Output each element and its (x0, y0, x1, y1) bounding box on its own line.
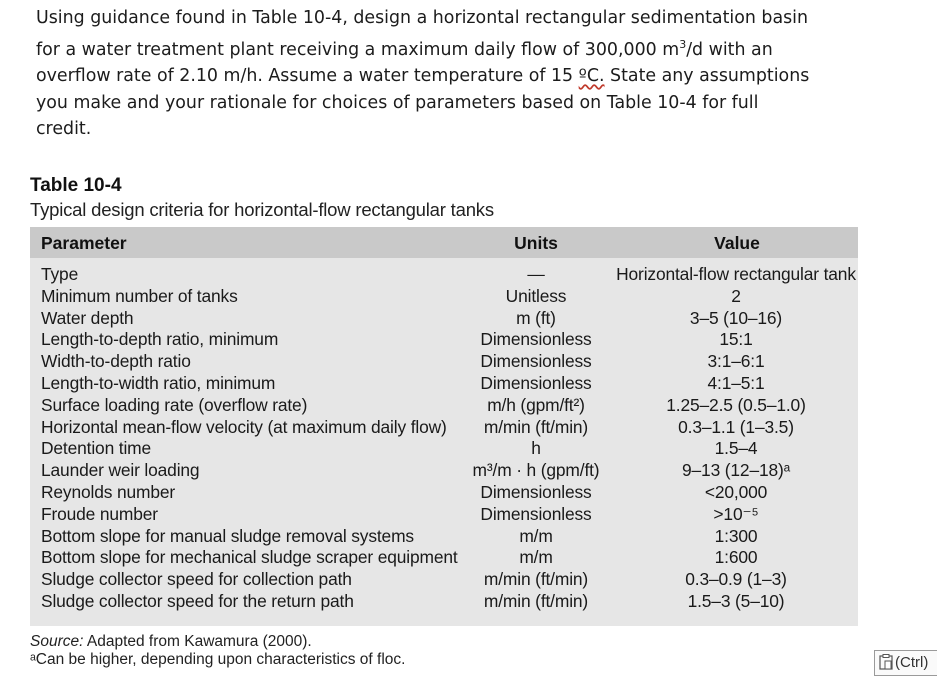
cell-units: Dimensionless (480, 329, 592, 350)
problem-line-4: you make and your rationale for choices of parameters based on Table 10-4 for full (36, 92, 759, 113)
paste-options-button[interactable] (874, 650, 937, 676)
cell-units: Dimensionless (480, 372, 592, 393)
cell-units: m/h (gpm/ft²) (487, 394, 585, 415)
cell-parameter: Length-to-width ratio, minimum (41, 372, 276, 393)
cell-units: m/min (ft/min) (483, 569, 589, 590)
header-value: Value (714, 233, 760, 253)
table-row (30, 569, 858, 591)
cell-parameter: Horizontal mean-flow velocity (at maximum daily flow) (41, 416, 447, 437)
cell-value: 9–13 (12–18)ᵃ (682, 460, 790, 481)
problem-statement (36, 5, 836, 143)
problem-line-3-text: overflow rate of 2.10 m/h. Assume a water temperature of 15 (36, 65, 579, 86)
problem-line-2 (36, 32, 836, 63)
cell-parameter: Bottom slope for mechanical sludge scraper equipment (41, 547, 458, 568)
cell-parameter: Launder weir loading (41, 460, 200, 481)
header-units: Units (514, 233, 558, 253)
cell-value: 0.3–1.1 (1–3.5) (678, 416, 794, 437)
table-row (30, 547, 858, 569)
table-row (30, 308, 858, 330)
header-parameter: Parameter (41, 233, 127, 253)
cell-parameter: Reynolds number (41, 481, 176, 502)
table-row (30, 526, 858, 548)
cell-parameter: Sludge collector speed for collection path (41, 569, 352, 590)
cell-units: Dimensionless (480, 481, 592, 502)
cubic-superscript: 3 (679, 37, 687, 51)
cell-parameter: Detention time (41, 438, 152, 459)
cell-parameter: Length-to-depth ratio, minimum (41, 329, 279, 350)
table-header (30, 227, 858, 258)
cell-units: m/m (519, 547, 553, 568)
problem-line-1: Using guidance found in Table 10-4, design a horizontal rectangular sedimentation basin (36, 8, 809, 28)
table-row (30, 264, 858, 286)
cell-units: m³/m · h (gpm/ft) (472, 460, 600, 481)
table-caption: Typical design criteria for horizontal-flow rectangular tanks (30, 199, 494, 220)
problem-line-3-end: State any assumptions (604, 65, 810, 86)
cell-value: 4:1–5:1 (707, 372, 765, 393)
cell-parameter: Bottom slope for manual sludge removal systems (41, 525, 414, 546)
table-row (30, 417, 858, 439)
table-notes (30, 633, 405, 669)
cell-value: 0.3–0.9 (1–3) (685, 569, 787, 590)
cell-value: 1.25–2.5 (0.5–1.0) (666, 394, 806, 415)
cell-value: 1:600 (714, 547, 758, 568)
table-row (30, 438, 858, 460)
footnote (30, 651, 405, 669)
cell-value: 1.5–4 (714, 438, 758, 459)
cell-parameter: Width-to-depth ratio (41, 351, 191, 372)
cell-units: m/min (ft/min) (483, 416, 589, 437)
clipboard-icon (879, 654, 893, 670)
cell-value: Horizontal-flow rectangular tank (616, 264, 856, 284)
cell-parameter: Water depth (41, 307, 134, 328)
table-row (30, 460, 858, 482)
table-title: Table 10-4 (30, 175, 122, 196)
cell-units: m/min (ft/min) (483, 590, 589, 611)
cell-units: Dimensionless (480, 351, 592, 372)
footnote-mark: ᵃ (30, 651, 36, 668)
cell-units: m (ft) (516, 307, 556, 328)
cell-units: — (527, 264, 545, 284)
table-row (30, 351, 858, 373)
cell-parameter: Minimum number of tanks (41, 285, 238, 306)
cell-value: 15:1 (719, 329, 753, 350)
cell-value: 1:300 (714, 525, 758, 546)
cell-value: 3:1–6:1 (707, 351, 765, 372)
table-row (30, 591, 858, 613)
problem-line-5: credit. (36, 119, 92, 140)
source-label: Source: (30, 633, 84, 650)
cell-units: h (531, 438, 541, 459)
table-row (30, 395, 858, 417)
source-note (30, 633, 405, 651)
cell-value: <20,000 (704, 481, 768, 502)
cell-parameter: Sludge collector speed for the return path (41, 590, 354, 611)
cell-parameter: Froude number (41, 503, 158, 524)
table-row (30, 373, 858, 395)
table-body (30, 264, 858, 613)
cell-value: 1.5–3 (5–10) (687, 590, 785, 611)
cell-units: Dimensionless (480, 503, 592, 524)
table-row (30, 482, 858, 504)
problem-line-2-end: /d with an (686, 39, 773, 60)
table-row (30, 504, 858, 526)
problem-line-3 (36, 63, 836, 90)
table-row (30, 286, 858, 308)
design-criteria-table (30, 227, 858, 626)
problem-line-2-text: for a water treatment plant receiving a maximum daily flow of 300,000 m (36, 39, 680, 60)
source-text: Adapted from Kawamura (2000). (83, 633, 312, 650)
cell-parameter: Surface loading rate (overflow rate) (41, 394, 308, 415)
cell-units: m/m (519, 525, 553, 546)
cell-value: 3–5 (10–16) (689, 307, 783, 328)
cell-value: 2 (731, 285, 741, 306)
temperature-unit: ºC. (578, 65, 605, 86)
paste-options-label: (Ctrl) (895, 654, 929, 671)
table-row (30, 329, 858, 351)
cell-value: >10⁻⁵ (713, 503, 759, 524)
cell-units: Unitless (505, 285, 567, 306)
cell-parameter: Type (41, 264, 79, 284)
footnote-text: Can be higher, depending upon characteristics of floc. (35, 651, 406, 668)
